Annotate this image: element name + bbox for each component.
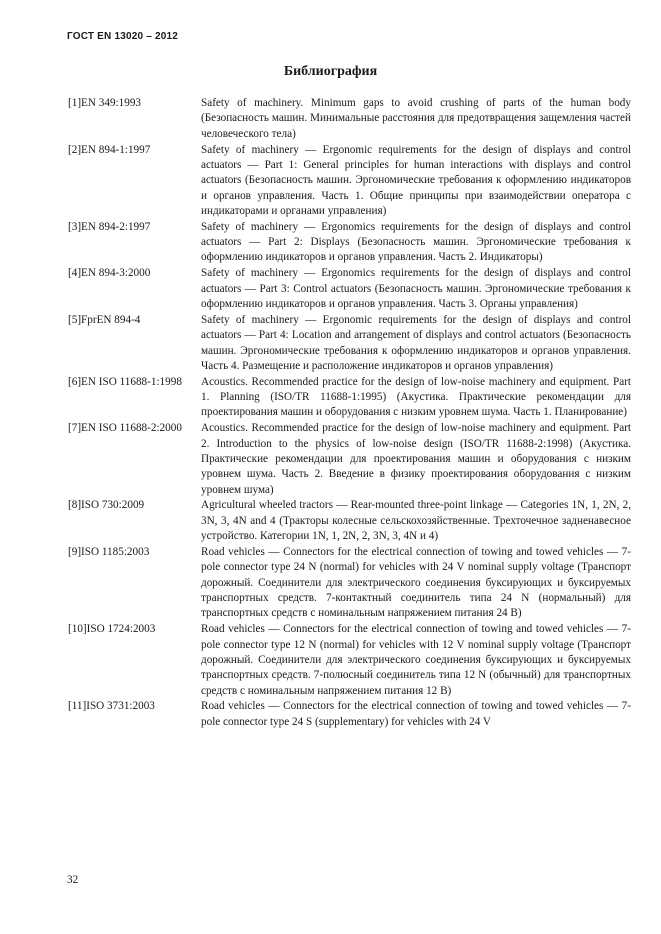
entry-reference: [1]EN 349:1993 <box>68 97 142 109</box>
entry-description: Safety of machinery — Ergonomic requirements for the design of displays and control actuators — Part 1: General principles for human interactions with displays and control actuators (Безопасность машин. Эргономические требования к оформлению индикаторов и органов управления. Часть 1. Общие принципы при взаимодействии оператора с индикаторами и органами управления) <box>201 143 631 217</box>
entry-description: Road vehicles — Connectors for the electrical connection of towing and towed vehicles — 7-pole connector type 24 S (supplementary) for vehicles with 24 V <box>201 700 631 728</box>
bibliography-entry <box>68 421 631 498</box>
bibliography-entry <box>68 313 631 374</box>
bibliography-entry <box>68 545 631 622</box>
bibliography-list <box>68 96 631 731</box>
bibliography-entry <box>68 375 631 421</box>
entry-description: Road vehicles — Connectors for the electrical connection of towing and towed vehicles — 7-pole connector type 24 N (normal) for vehicles with 24 V nominal supply voltage (Транспорт дорожный. Соединители для электрического соединения буксирующих и буксируемых транспортных средств. 7-контактный соединитель типа 24 N (нормальный) для транспортных средств с номинальным напряжением питания 24 В) <box>201 545 631 620</box>
entry-description: Road vehicles — Connectors for the electrical connection of towing and towed vehicles — 7-pole connector type 12 N (normal) for vehicles with 12 V nominal supply voltage (Транспорт дорожный. Соединители для электрического соединения буксирующих и буксируемых транспортных средств. 7-полюсный соединитель типа 12 N (обычный) для транспортных средств с номинальным напряжением питания 12 В) <box>201 623 631 697</box>
entry-description: Agricultural wheeled tractors — Rear-mounted three-point linkage — Categories 1N, 1, 2N, 2, 3N, 3, 4N and 4 (Тракторы колесные сельскохозяйственные. Трехточечное задненавесное устройство. Категории 1N, 1, 2N, 2, 3N, 3, 4N и 4) <box>201 499 631 543</box>
page-title: Библиография <box>283 64 378 79</box>
bibliography-entry <box>68 622 631 699</box>
page-number: 32 <box>67 874 79 886</box>
entry-description: Safety of machinery — Ergonomic requirements for the design of displays and control actuators — Part 4: Location and arrangement of displays and control actuators (Безопасность машин. Эргономические требования к оформлению индикаторов и органов управления. Часть 4. Размещение и расположение индикаторов и органов управления) <box>201 313 631 372</box>
bibliography-entry <box>68 220 631 266</box>
entry-reference: [3]EN 894-2:1997 <box>68 220 151 233</box>
entry-description: Safety of machinery. Minimum gaps to avoid crushing of parts of the human body (Безопасность машин. Минимальные расстояния для предотвращения защемления частей человеческого тела) <box>201 97 631 140</box>
bibliography-entry <box>68 699 631 730</box>
entry-reference: [4]EN 894-3:2000 <box>68 267 151 280</box>
entry-reference: [11]ISO 3731:2003 <box>68 700 155 713</box>
entry-description: Acoustics. Recommended practice for the design of low-noise machinery and equipment. Part 2. Introduction to the physics of low-noise design (ISO/TR 11688-2:1998) (Акустика. Практические рекомендации для проектирования машин и оборудования с низким уровнем шума. Часть 2. Введение в физику проектирования оборудования с низким уровнем шума) <box>201 422 631 496</box>
entry-reference: [5]FprEN 894-4 <box>68 313 141 326</box>
bibliography-entry <box>68 266 631 312</box>
bibliography-entry <box>68 498 631 544</box>
bibliography-entry <box>68 143 631 220</box>
entry-reference: [7]EN ISO 11688-2:2000 <box>68 422 182 435</box>
entry-description: Safety of machinery — Ergonomics requirements for the design of displays and control actuators — Part 2: Displays (Безопасность машин. Эргономические требования к оформлению индикаторов и органов управления. Часть 2. Индикаторы) <box>201 220 631 264</box>
document-code-header: ГОСТ EN 13020 – 2012 <box>67 31 179 42</box>
entry-reference: [6]EN ISO 11688-1:1998 <box>68 375 182 388</box>
entry-reference: [8]ISO 730:2009 <box>68 499 145 512</box>
entry-reference: [2]EN 894-1:1997 <box>68 143 151 156</box>
entry-description: Safety of machinery — Ergonomics requirements for the design of displays and control actuators — Part 3: Control actuators (Безопасность машин. Эргономические требования к оформлению индикаторов и органов управления. Часть 3. Органы управления) <box>201 267 631 310</box>
entry-reference: [9]ISO 1185:2003 <box>68 545 150 558</box>
bibliography-entry <box>68 96 631 142</box>
entry-reference: [10]ISO 1724:2003 <box>68 623 156 636</box>
entry-description: Acoustics. Recommended practice for the design of low-noise machinery and equipment. Part 1. Planning (ISO/TR 11688-1:1995) (Акустика. Практические рекомендации для проектирования машин и оборудования с низким уровнем шума. Часть 1. Планирование) <box>201 375 631 419</box>
